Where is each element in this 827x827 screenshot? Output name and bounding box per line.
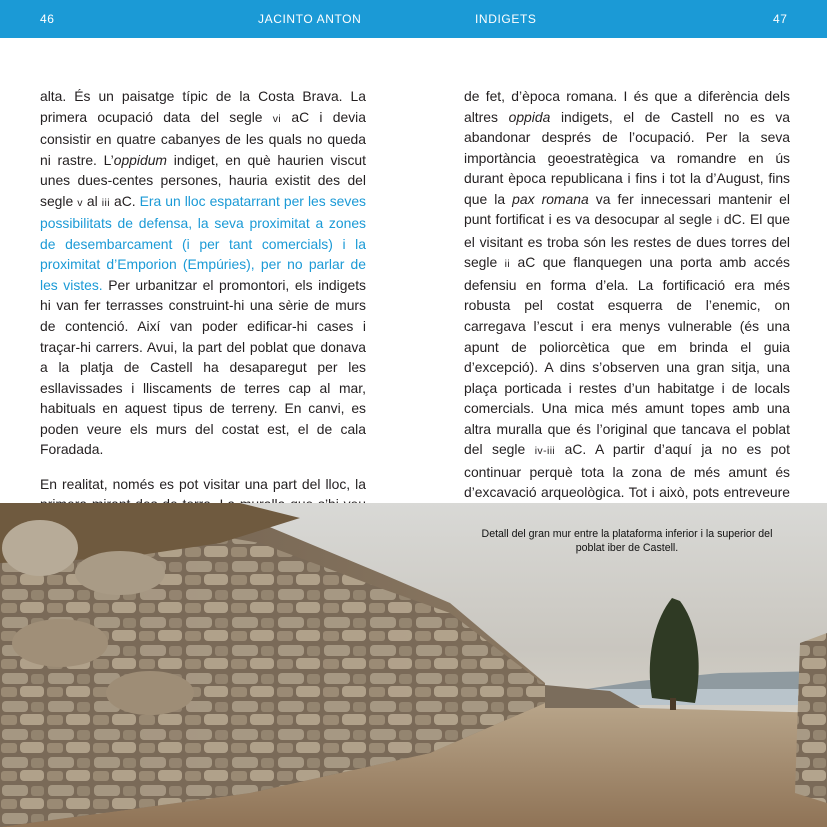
highlighted-quote: Era un lloc espatarrant per les seves possibilitats de defensa, la seva proximitat a zones de desembarcament (i per tant comercials) i la proximitat d’Emporion (Empúries), per no parlar de les vistes. <box>40 192 367 293</box>
running-head-author: JACINTO ANTON <box>258 12 362 26</box>
body-paragraph: de fet, d’època romana. I és que a diferència dels altres oppida indigets, el de Castell no es va abandonar després de l’ocupació. Per la seva importància geoestratègica va romandre en ús durant època republicana i fins i tot la d’August, fins que la pax romana va fer innecessari mantenir el punt fortificat i es va desocupar al segle i dC. El que el visitant es troba són les restes de dues torres del segle ii aC que flanquegen una porta amb accés defensiu en forma d’ela. La fortificació era més robusta pel costat esquerra de l’enemic, on carregava l’escut i era menys vulnerable (és una apunt de poliorcètica que em brinda el guia d’excepció). A dins s’observen una gran sitja, una plaça porticada i restes d’un habitatge i de locals comercials. Una mica més amunt topes amb una altra muralla que és l’original que tancava el poblat del segle iv-iii aC. A partir d’aquí ja no es pot continuar perquè tota la zona de més amunt és d’excavació arqueològica. Tot i això, pots entreveure <box>464 88 791 501</box>
right-page-number: 47 <box>773 12 788 26</box>
body-paragraph: En realitat, només es pot visitar una part del lloc, la <box>40 475 366 492</box>
large-stone <box>12 619 108 667</box>
right-text-column <box>464 86 790 523</box>
photo-caption: Detall del gran mur entre la plataforma inferior i la superior del poblat iber de Castell. <box>481 528 773 555</box>
left-page-number: 46 <box>40 12 55 26</box>
left-text-column <box>40 86 366 535</box>
body-paragraph: alta. És un paisatge típic de la Costa Brava. La primera ocupació data del segle vi aC i devia consistir en quatre cabanyes de les quals no queda ni rastre. L’oppidum indiget, en què haurien viscut unes dues-centes persones, hauria existit des del segle v al iii aC. Era un lloc espatarrant per les seves possibilitats de defensa, la seva proximitat a zones de desembarcament (i per tant comercials) i la proximitat d’Emporion (Empúries), per no parlar de les vistes. Per urbanitzar el promontori, els indigets hi van fer terrasses construint-hi una sèrie de murs de contenció. Així van poder edificar-hi cases i traçar-hi carrers. Avui, la part del poblat que donava a la platja de Castell ha desaparegut per les esllavissades i lliscaments de terres cap al mar, habituals en aquest tipus de terreny. En canvi, es poden veure els murs del costat est, el de cala Foradada. <box>40 88 367 458</box>
large-stone <box>106 671 194 715</box>
right-wall <box>795 633 827 803</box>
running-head-chapter: INDIGETS <box>475 12 537 26</box>
page-header-bar <box>0 0 827 38</box>
large-stone <box>75 551 165 595</box>
large-stone <box>2 520 78 576</box>
